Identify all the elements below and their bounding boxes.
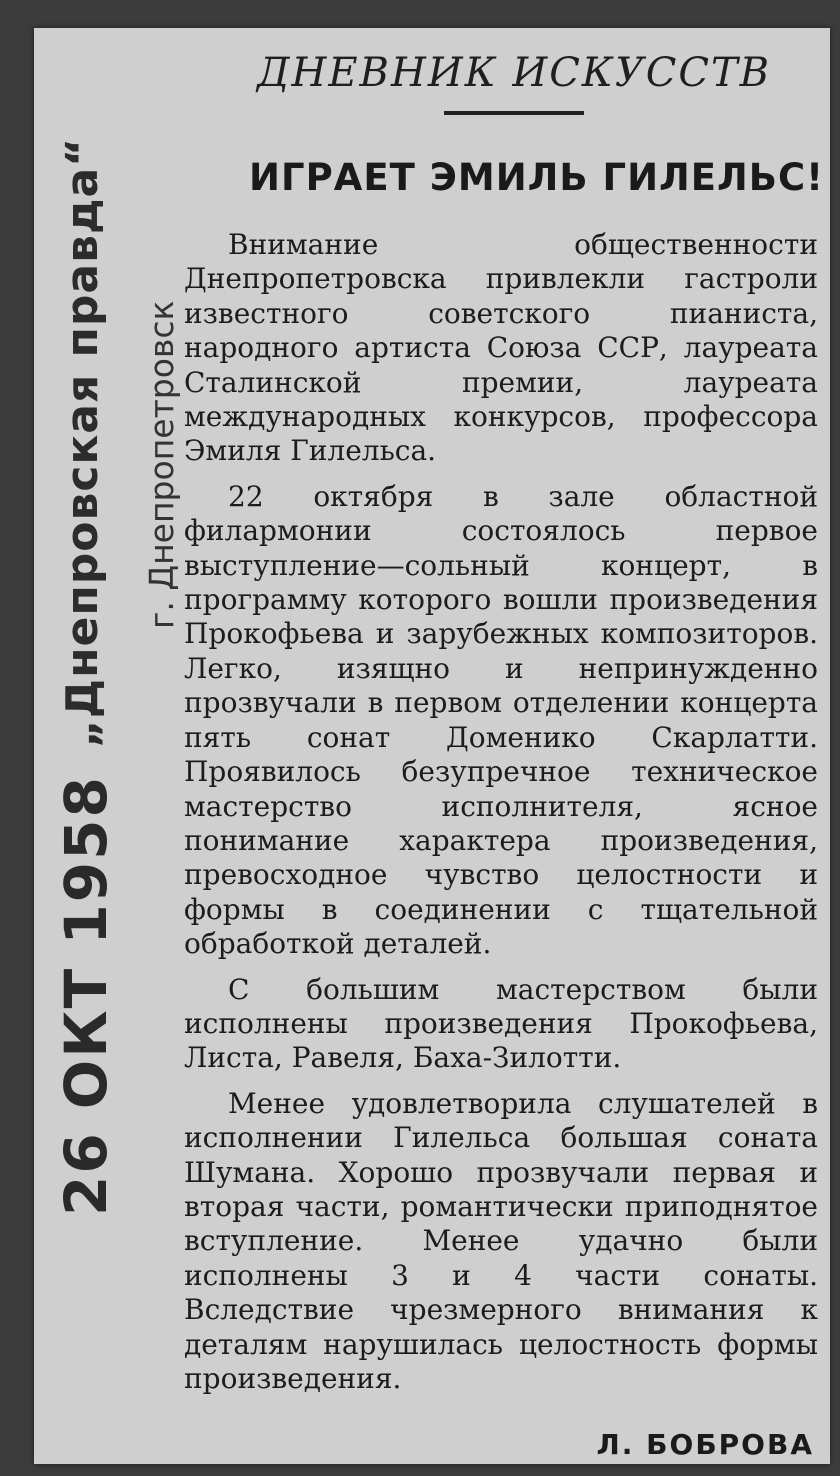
article-paragraph: 22 октября в зале областной филармонии состоялось первое выступление—сольный концерт, в программу которого вошли произведения Прокофьева и зарубежных композиторов. Легко, изящно и непринужденно прозвучали в первом отделении концерта пять сонат Доменико Скарлатти. Проявилось безупречное техническое мастерство исполнителя, ясное понимание характера произведения, превосходное чувство целостности и формы в соединении с тщательной обработкой деталей.: [184, 479, 818, 961]
newspaper-clipping: [34, 28, 830, 1464]
article-headline: ИГРАЕТ ЭМИЛЬ ГИЛЕЛЬС!: [249, 156, 824, 199]
city-stamp: г. Днепропетровск: [142, 300, 181, 630]
newspaper-source-stamp: „Днепровская правда“: [57, 136, 108, 748]
author-byline: Л. БОБРОВА: [596, 1428, 814, 1461]
article-paragraph: Внимание общественности Днепропетровска привлекли гастроли известного советского пианиста, народного артиста Союза ССР, лауреата Сталинской премии, лауреата международных конкурсов, профессора Эмиля Гилельса.: [184, 228, 818, 468]
article-paragraph: Менее удовлетворила слушателей в исполнении Гилельса большая соната Шумана. Хорошо прозвучали первая и вторая части, романтически приподнятое вступление. Менее удачно были исполнены 3 и 4 части сонаты. Вследствие чрезмерного внимания к деталям нарушилась целостность формы произведения.: [184, 1086, 818, 1395]
section-divider: [444, 111, 584, 115]
article-paragraph: С большим мастерством были исполнены произведения Прокофьева, Листа, Равеля, Баха-Зилотти.: [184, 972, 818, 1075]
section-title: ДНЕВНИК ИСКУССТВ: [256, 50, 772, 96]
article-body: [184, 228, 818, 1407]
date-stamp: 26 ОКТ 1958: [52, 775, 120, 1216]
